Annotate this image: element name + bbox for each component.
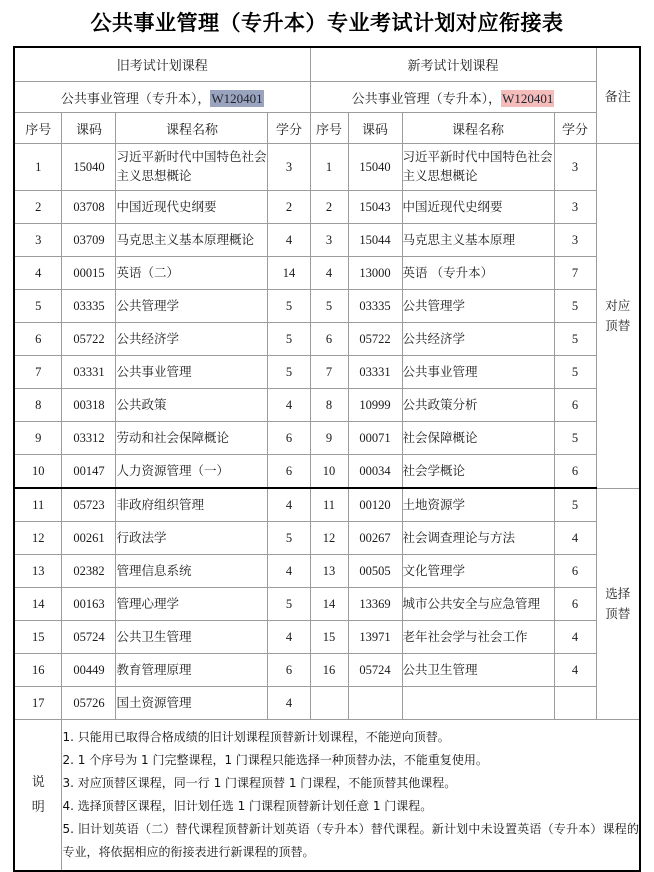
- cell-old-credit: 4: [268, 224, 310, 257]
- cell-new-code: 13369: [348, 588, 402, 621]
- cell-new-name: 城市公共安全与应急管理: [402, 588, 554, 621]
- cell-new-credit: 4: [554, 621, 596, 654]
- header-old-name: 课程名称: [116, 113, 268, 144]
- table-row: [14, 191, 640, 224]
- cell-old-credit: 5: [268, 588, 310, 621]
- cell-new-code: 00267: [348, 522, 402, 555]
- header-old-code: 课码: [62, 113, 116, 144]
- major-row: [14, 82, 640, 113]
- cell-old-name: 非政府组织管理: [116, 488, 268, 522]
- header-new-name: 课程名称: [402, 113, 554, 144]
- cell-old-name: 公共经济学: [116, 323, 268, 356]
- cell-old-code: 03335: [62, 290, 116, 323]
- old-major-cell: [14, 82, 310, 113]
- cell-new-no: 7: [310, 356, 348, 389]
- cell-old-no: 7: [14, 356, 62, 389]
- cell-old-code: 05724: [62, 621, 116, 654]
- cell-old-name: 行政法学: [116, 522, 268, 555]
- cell-old-no: 1: [14, 144, 62, 191]
- new-major-cell: [310, 82, 596, 113]
- cell-new-credit: 6: [554, 389, 596, 422]
- cell-new-credit: 6: [554, 555, 596, 588]
- cell-old-no: 16: [14, 654, 62, 687]
- table-row: [14, 290, 640, 323]
- cell-new-code: 05722: [348, 323, 402, 356]
- remark-line: 顶替: [605, 606, 631, 621]
- cell-old-name: 公共管理学: [116, 290, 268, 323]
- header-new-code: 课码: [348, 113, 402, 144]
- cell-new-no: 9: [310, 422, 348, 455]
- cell-old-name: 教育管理原理: [116, 654, 268, 687]
- cell-old-credit: 6: [268, 654, 310, 687]
- cell-new-credit: 5: [554, 422, 596, 455]
- cell-new-name: 马克思主义基本原理: [402, 224, 554, 257]
- cell-old-no: 13: [14, 555, 62, 588]
- cell-old-no: 2: [14, 191, 62, 224]
- table-row: [14, 455, 640, 489]
- cell-old-no: 10: [14, 455, 62, 489]
- cell-new-no: 8: [310, 389, 348, 422]
- cell-old-name: 习近平新时代中国特色社会主义思想概论: [116, 144, 268, 191]
- cell-old-code: 03708: [62, 191, 116, 224]
- cell-new-name: 英语 （专升本）: [402, 257, 554, 290]
- cell-old-code: 00449: [62, 654, 116, 687]
- cell-old-no: 4: [14, 257, 62, 290]
- table-row: [14, 687, 640, 720]
- cell-new-no: 14: [310, 588, 348, 621]
- cell-new-code: 13971: [348, 621, 402, 654]
- header-old-no: 序号: [14, 113, 62, 144]
- cell-new-credit: 6: [554, 588, 596, 621]
- cell-new-credit: 5: [554, 356, 596, 389]
- old-major-code: W120401: [211, 90, 263, 106]
- note-item: 4. 选择顶替区课程，旧计划任选 1 门课程顶替新计划任意 1 门课程。: [62, 799, 433, 813]
- group-header-row: [14, 47, 640, 82]
- notes-label-char: 说: [31, 774, 45, 790]
- table-row: [14, 356, 640, 389]
- cell-new-code: 05724: [348, 654, 402, 687]
- cell-old-no: 3: [14, 224, 62, 257]
- table-row: [14, 323, 640, 356]
- old-major-label: 公共事业管理（专升本），: [60, 90, 211, 106]
- cell-new-no: 6: [310, 323, 348, 356]
- cell-old-name: 劳动和社会保障概论: [116, 422, 268, 455]
- table-row: [14, 621, 640, 654]
- cell-old-credit: 4: [268, 687, 310, 720]
- cell-old-no: 17: [14, 687, 62, 720]
- cell-old-code: 00318: [62, 389, 116, 422]
- table-row: [14, 389, 640, 422]
- cell-new-code: 00071: [348, 422, 402, 455]
- table-row: [14, 257, 640, 290]
- remark-line: 对应: [605, 298, 631, 313]
- cell-new-code: 00120: [348, 488, 402, 522]
- table-row: [14, 224, 640, 257]
- cell-new-name: 公共卫生管理: [402, 654, 554, 687]
- cell-old-credit: 6: [268, 455, 310, 489]
- remark-corresponding: [596, 144, 640, 489]
- cell-old-no: 14: [14, 588, 62, 621]
- header-new-credit: 学分: [554, 113, 596, 144]
- cell-old-name: 公共事业管理: [116, 356, 268, 389]
- note-item: 5. 旧计划英语（二）替代课程顶替新计划英语（专升本）替代课程。新计划中未设置英语（专升本）课程的专业，将依据相应的衔接表进行新课程的顶替。: [62, 822, 640, 860]
- cell-new-name: 老年社会学与社会工作: [402, 621, 554, 654]
- cell-old-name: 管理心理学: [116, 588, 268, 621]
- cell-new-no: 1: [310, 144, 348, 191]
- cell-new-no: 15: [310, 621, 348, 654]
- cell-new-credit: 5: [554, 488, 596, 522]
- cell-old-code: 00163: [62, 588, 116, 621]
- cell-old-name: 管理信息系统: [116, 555, 268, 588]
- cell-new-code: 15043: [348, 191, 402, 224]
- cell-old-name: 国土资源管理: [116, 687, 268, 720]
- cell-new-no: 5: [310, 290, 348, 323]
- cell-new-code: 03335: [348, 290, 402, 323]
- notes-row: [14, 720, 640, 872]
- cell-new-code: 13000: [348, 257, 402, 290]
- cell-old-code: 00015: [62, 257, 116, 290]
- cell-new-credit: 7: [554, 257, 596, 290]
- cell-new-code: 10999: [348, 389, 402, 422]
- note-item: 2. 1 个序号为 1 门完整课程，1 门课程只能选择一种顶替办法，不能重复使用。: [62, 752, 488, 767]
- new-major-code: W120401: [502, 90, 554, 106]
- cell-new-name: 中国近现代史纲要: [402, 191, 554, 224]
- cell-new-credit: 3: [554, 144, 596, 191]
- remark-column-header: 备注: [596, 47, 640, 144]
- cell-new-name: 公共政策分析: [402, 389, 554, 422]
- cell-old-no: 11: [14, 488, 62, 522]
- cell-old-code: 00147: [62, 455, 116, 489]
- cell-old-credit: 4: [268, 555, 310, 588]
- column-header-row: [14, 113, 640, 144]
- cell-old-credit: 4: [268, 488, 310, 522]
- cell-old-name: 马克思主义基本原理概论: [116, 224, 268, 257]
- new-plan-group-header: 新考试计划课程: [310, 47, 596, 82]
- remark-line: 选择: [605, 586, 631, 601]
- cell-new-no: 4: [310, 257, 348, 290]
- cell-old-credit: 4: [268, 389, 310, 422]
- table-row: [14, 588, 640, 621]
- cell-new-no: 16: [310, 654, 348, 687]
- header-old-credit: 学分: [268, 113, 310, 144]
- cell-old-code: 05722: [62, 323, 116, 356]
- cell-new-name: 公共事业管理: [402, 356, 554, 389]
- cell-new-no: 2: [310, 191, 348, 224]
- cell-new-credit: 4: [554, 654, 596, 687]
- cell-old-code: 02382: [62, 555, 116, 588]
- cell-new-name: [402, 687, 554, 720]
- cell-new-credit: 4: [554, 522, 596, 555]
- note-item: 1. 只能用已取得合格成绩的旧计划课程顶替新计划课程，不能逆向顶替。: [62, 729, 450, 744]
- cell-new-code: 15040: [348, 144, 402, 191]
- cell-old-name: 公共政策: [116, 389, 268, 422]
- cell-new-name: 社会学概论: [402, 455, 554, 489]
- cell-old-code: 15040: [62, 144, 116, 191]
- cell-new-credit: 3: [554, 191, 596, 224]
- cell-new-no: 13: [310, 555, 348, 588]
- cell-old-credit: 14: [268, 257, 310, 290]
- header-new-no: 序号: [310, 113, 348, 144]
- cell-new-credit: 5: [554, 290, 596, 323]
- cell-old-credit: 4: [268, 621, 310, 654]
- table-row: [14, 555, 640, 588]
- cell-new-no: 10: [310, 455, 348, 489]
- cell-new-code: 00034: [348, 455, 402, 489]
- cell-old-code: 03331: [62, 356, 116, 389]
- cell-new-code: [348, 687, 402, 720]
- notes-label-char: 明: [31, 799, 45, 814]
- cell-old-code: 00261: [62, 522, 116, 555]
- cell-new-credit: [554, 687, 596, 720]
- cell-old-code: 05723: [62, 488, 116, 522]
- cell-new-no: 12: [310, 522, 348, 555]
- cell-old-no: 5: [14, 290, 62, 323]
- table-row: [14, 654, 640, 687]
- cell-new-credit: 6: [554, 455, 596, 489]
- cell-old-no: 15: [14, 621, 62, 654]
- cell-new-credit: 3: [554, 224, 596, 257]
- page-title: 公共事业管理（专升本）专业考试计划对应衔接表: [90, 11, 564, 35]
- table-row: [14, 488, 640, 522]
- notes-body: [62, 720, 640, 872]
- cell-new-no: 11: [310, 488, 348, 522]
- cell-old-credit: 2: [268, 191, 310, 224]
- cell-new-code: 00505: [348, 555, 402, 588]
- cell-old-name: 人力资源管理（一）: [116, 455, 268, 489]
- note-item: 3. 对应顶替区课程，同一行 1 门课程顶替 1 门课程，不能顶替其他课程。: [62, 775, 457, 790]
- table-row: [14, 422, 640, 455]
- cell-old-name: 中国近现代史纲要: [116, 191, 268, 224]
- cell-old-no: 12: [14, 522, 62, 555]
- remark-line: 顶替: [605, 318, 631, 333]
- table-row: [14, 522, 640, 555]
- cell-old-code: 03709: [62, 224, 116, 257]
- cell-new-name: 社会保障概论: [402, 422, 554, 455]
- cell-old-no: 9: [14, 422, 62, 455]
- cell-new-code: 03331: [348, 356, 402, 389]
- cell-new-name: 公共管理学: [402, 290, 554, 323]
- cell-old-no: 6: [14, 323, 62, 356]
- remark-optional: [596, 488, 640, 720]
- cell-new-code: 15044: [348, 224, 402, 257]
- cell-old-credit: 5: [268, 290, 310, 323]
- new-major-label: 公共事业管理（专升本），: [351, 90, 502, 106]
- cell-new-credit: 5: [554, 323, 596, 356]
- cell-new-name: 习近平新时代中国特色社会主义思想概论: [402, 144, 554, 191]
- cell-old-code: 05726: [62, 687, 116, 720]
- cell-old-code: 03312: [62, 422, 116, 455]
- notes-label: [14, 720, 62, 872]
- cell-old-credit: 3: [268, 144, 310, 191]
- old-plan-group-header: 旧考试计划课程: [14, 47, 310, 82]
- cell-old-credit: 5: [268, 323, 310, 356]
- cell-old-credit: 5: [268, 356, 310, 389]
- course-mapping-table: [13, 46, 641, 872]
- cell-old-name: 公共卫生管理: [116, 621, 268, 654]
- cell-old-credit: 5: [268, 522, 310, 555]
- cell-new-name: 社会调查理论与方法: [402, 522, 554, 555]
- cell-old-no: 8: [14, 389, 62, 422]
- cell-old-name: 英语（二）: [116, 257, 268, 290]
- cell-new-no: [310, 687, 348, 720]
- cell-new-name: 文化管理学: [402, 555, 554, 588]
- cell-new-name: 公共经济学: [402, 323, 554, 356]
- cell-new-no: 3: [310, 224, 348, 257]
- table-row: [14, 144, 640, 191]
- cell-old-credit: 6: [268, 422, 310, 455]
- cell-new-name: 土地资源学: [402, 488, 554, 522]
